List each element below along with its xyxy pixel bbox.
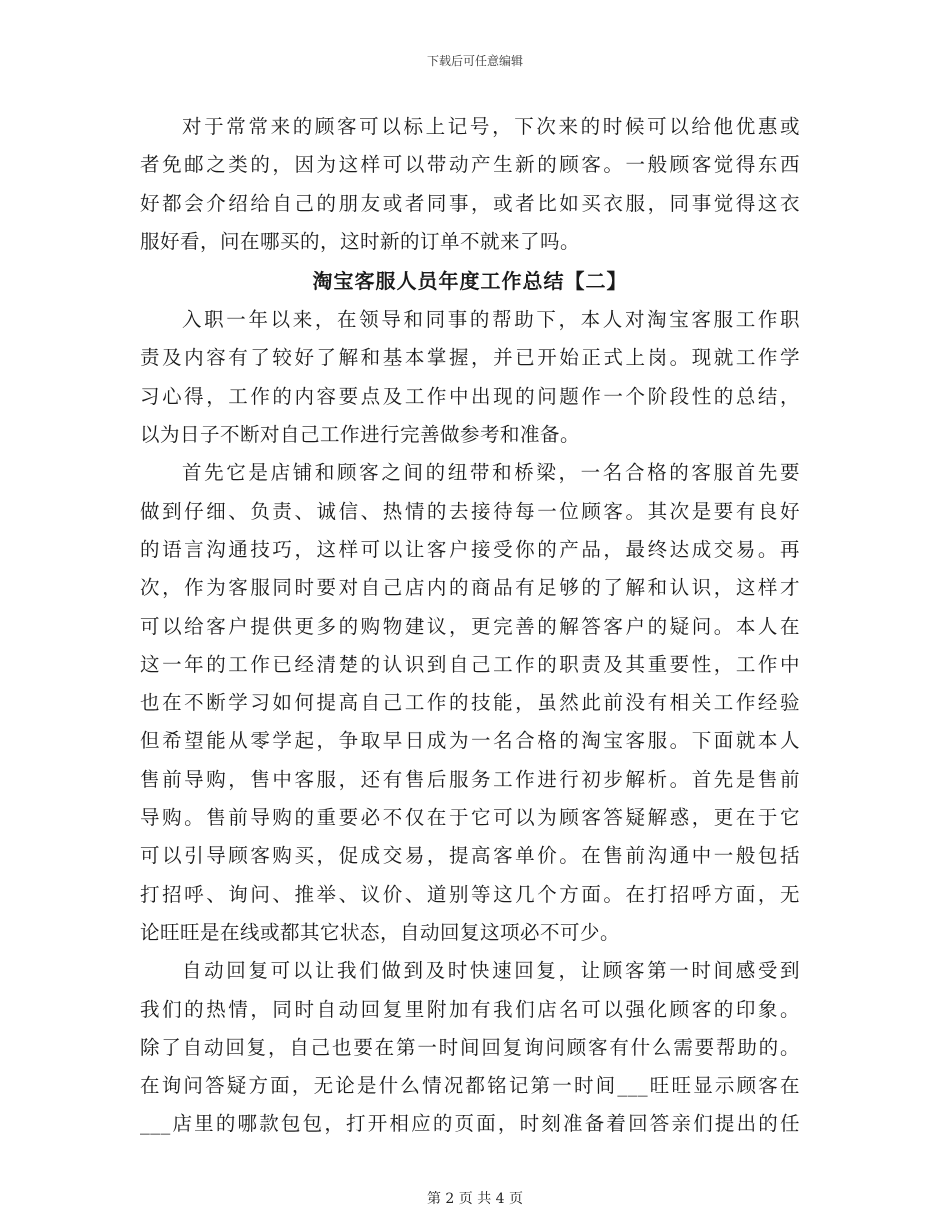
- text-line: 论旺旺是在线或都其它状态，自动回复这项必不可少。: [140, 920, 621, 944]
- text-line: 入职一年以来，在领导和同事的帮助下，本人对淘宝客服工作职: [182, 308, 800, 332]
- text-line: 导购。售前导购的重要必不仅在于它可以为顾客答疑解惑，更在于它: [140, 806, 800, 830]
- text-line: 在询问答疑方面，无论是什么情况都铭记第一时间___旺旺显示顾客在: [140, 1074, 800, 1098]
- text-line: 打招呼、询问、推举、议价、道别等这几个方面。在打招呼方面，无: [140, 882, 800, 906]
- text-line: 的语言沟通技巧，这样可以让客户接受你的产品，最终达成交易。再: [140, 537, 800, 561]
- text-line: 对于常常来的顾客可以标上记号，下次来的时候可以给他优惠或: [182, 115, 800, 138]
- page-header: 下载后可任意编辑: [426, 54, 523, 68]
- text-line: 售前导购，售中客服，还有售后服务工作进行初步解析。首先是售前: [140, 767, 800, 791]
- paragraph-2: [140, 301, 800, 454]
- text-line: 做到仔细、负责、诚信、热情的去接待每一位顾客。其次是要有良好: [140, 499, 800, 523]
- text-line: 也在不断学习如何提高自己工作的技能，虽然此前没有相关工作经验: [140, 691, 800, 715]
- paragraph-1: [140, 108, 800, 261]
- text-line: 次，作为客服同时要对自己店内的商品有足够的了解和认识，这样才: [140, 576, 800, 600]
- text-line: 这一年的工作已经清楚的认识到自己工作的职责及其重要性，工作中: [140, 652, 800, 676]
- paragraph-3: [140, 454, 800, 952]
- page-number: 第 2 页 共 4 页: [426, 1191, 524, 1207]
- text-line: 服好看，问在哪买的，这时新的订单不就来了吗。: [140, 229, 581, 253]
- text-line: ___店里的哪款包包，打开相应的页面，时刻准备着回答亲们提出的任: [140, 1112, 800, 1136]
- text-line: 可以给客户提供更多的购物建议，更完善的解答客户的疑问。本人在: [140, 614, 800, 638]
- paragraph-4: [140, 952, 800, 1143]
- text-line: 以为日子不断对自己工作进行完善做参考和准备。: [140, 423, 581, 447]
- text-line: 首先它是店铺和顾客之间的纽带和桥梁，一名合格的客服首先要: [182, 461, 800, 485]
- text-line: 除了自动回复，自己也要在第一时间回复询问顾客有什么需要帮助的。: [140, 1035, 800, 1059]
- text-line: 好都会介绍给自己的朋友或者同事，或者比如买衣服，同事觉得这衣: [140, 191, 800, 215]
- text-line: 习心得，工作的内容要点及工作中出现的问题作一个阶段性的总结，: [140, 384, 800, 408]
- text-line: 可以引导顾客购买，促成交易，提高客单价。在售前沟通中一般包括: [140, 844, 800, 868]
- text-line: 我们的热情，同时自动回复里附加有我们店名可以强化顾客的印象。: [140, 997, 800, 1021]
- document-body: [140, 108, 800, 1144]
- text-line: 但希望能从零学起，争取早日成为一名合格的淘宝客服。下面就本人: [140, 729, 800, 753]
- section-heading: 淘宝客服人员年度工作总结【二】: [312, 269, 628, 294]
- text-line: 者免邮之类的，因为这样可以带动产生新的顾客。一般顾客觉得东西: [140, 153, 800, 177]
- text-line: 自动回复可以让我们做到及时快速回复，让顾客第一时间感受到: [182, 959, 800, 983]
- text-line: 责及内容有了较好了解和基本掌握，并已开始正式上岗。现就工作学: [140, 346, 800, 370]
